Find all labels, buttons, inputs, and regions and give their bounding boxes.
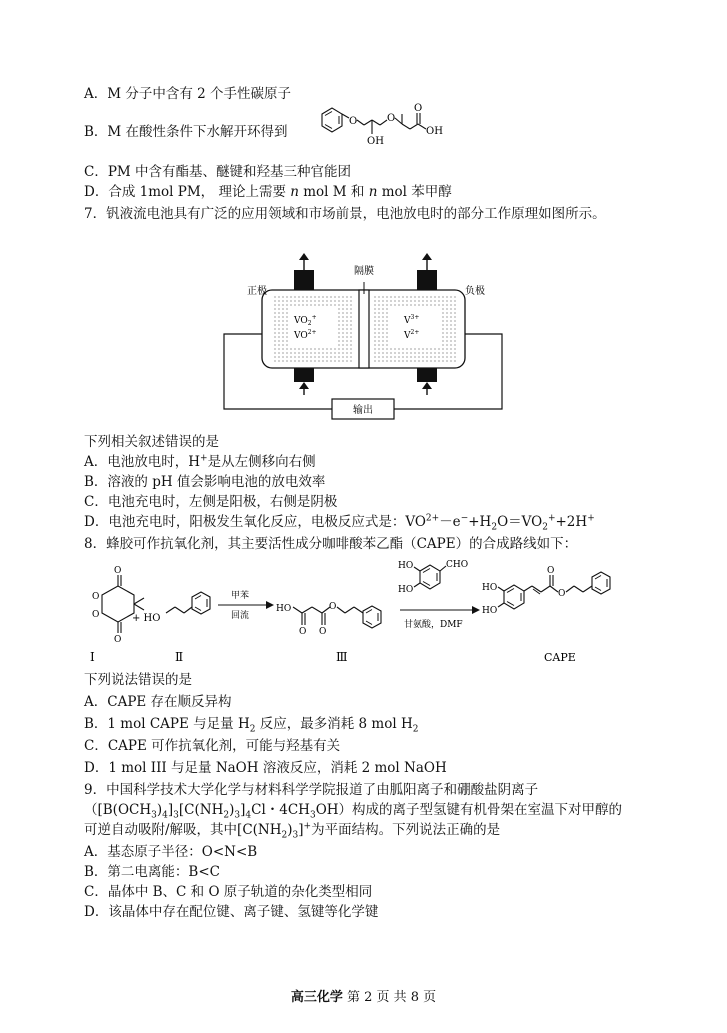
compound-3-structure bbox=[276, 602, 381, 637]
q9-option-c: C．晶体中 B、C 和 O 原子轨道的杂化类型相同 bbox=[84, 884, 373, 900]
q9-stem-line-2: （$[B(OCH_3)_4]_3[C(NH_2)_3]_4Cl$・$4CH_3OH$）构成的离子型氢键有机骨架在室温下对甲醇的 bbox=[84, 802, 623, 821]
footer-subject: 高三化学 bbox=[290, 990, 343, 1005]
svg-text:O: O bbox=[387, 113, 396, 124]
svg-text:CHO: CHO bbox=[446, 560, 469, 570]
q6-option-a: A．M 分子中含有 2 个手性碳原子 bbox=[84, 86, 292, 102]
svg-text:O: O bbox=[547, 566, 555, 576]
vanadium-battery-diagram bbox=[222, 252, 504, 420]
svg-text:O: O bbox=[92, 610, 100, 620]
svg-text:OH: OH bbox=[367, 136, 384, 147]
compound-1-structure bbox=[92, 566, 144, 645]
q8-prompt: 下列说法错误的是 bbox=[84, 672, 192, 688]
compound-2-structure bbox=[166, 592, 210, 614]
dihydroxybenzaldehyde-structure bbox=[398, 560, 468, 595]
svg-text:O: O bbox=[114, 566, 122, 576]
q6-hydrolysis-product-structure bbox=[312, 100, 472, 158]
svg-text:OH: OH bbox=[426, 126, 443, 137]
footer-page-number: 第 2 页 共 8 页 bbox=[342, 990, 437, 1005]
svg-text:HO: HO bbox=[482, 583, 498, 593]
q9-option-a: A．基态原子半径：O<N<B bbox=[84, 844, 258, 860]
q8-option-b: B．1 mol CAPE 与足量 $H_2$ 反应，最多消耗 8 mol $H_2$ bbox=[84, 716, 419, 735]
q9-stem-line-3: 可逆自动吸附/解吸，其中$[C(NH_2)_3]^+$为平面结构。下列说法正确的是 bbox=[84, 821, 501, 841]
svg-text:O: O bbox=[329, 602, 337, 612]
svg-text:隔膜: 隔膜 bbox=[354, 266, 374, 277]
svg-text:O: O bbox=[414, 103, 423, 114]
svg-text:甘氨酸，DMF: 甘氨酸，DMF bbox=[404, 620, 463, 630]
q6-option-d: D．合成 1mol PM， 理论上需要 n mol M 和 n mol 苯甲醇 bbox=[84, 184, 452, 200]
svg-text:CAPE: CAPE bbox=[544, 651, 576, 664]
q8-option-d: D．1 mol III 与足量 NaOH 溶液反应，消耗 2 mol NaOH bbox=[84, 760, 447, 776]
svg-text:V3+: $V^{3+}$ bbox=[404, 314, 420, 326]
q9-option-d: D．该晶体中存在配位键、离子键、氢键等化学键 bbox=[84, 904, 379, 920]
svg-text:VO2+: $VO^{2+}$ bbox=[294, 329, 317, 341]
svg-text:Ⅰ: Ⅰ bbox=[90, 650, 95, 664]
svg-text:HO: HO bbox=[398, 561, 414, 571]
q9-option-b: B．第二电离能：B<C bbox=[84, 864, 220, 880]
svg-text:O: O bbox=[114, 635, 122, 645]
svg-text:Ⅲ: Ⅲ bbox=[336, 650, 348, 664]
q7-option-b: B．溶液的 pH 值会影响电池的放电效率 bbox=[84, 474, 326, 490]
svg-text:HO: HO bbox=[482, 606, 498, 616]
membrane bbox=[359, 290, 369, 368]
q7-option-d: D．电池充电时，阳极发生氧化反应，电极反应式是：$VO^{2+}-e^-+H_2O=VO_2^++2H^+$ bbox=[84, 513, 595, 533]
svg-text:V2+: $V^{2+}$ bbox=[404, 329, 420, 341]
svg-text:HO: HO bbox=[276, 604, 292, 614]
svg-text:负极: 负极 bbox=[465, 286, 485, 297]
q6-option-c: C．PM 中含有酯基、醚键和羟基三种官能团 bbox=[84, 164, 352, 180]
q7-prompt: 下列相关叙述错误的是 bbox=[84, 434, 219, 450]
q9-stem-line-1: 9．中国科学技术大学化学与材料科学学院报道了由胍阳离子和硼酸盐阴离子 bbox=[84, 782, 539, 798]
svg-text:+ HO: + HO bbox=[132, 613, 161, 624]
cape-structure bbox=[482, 566, 610, 616]
svg-text:甲苯: 甲苯 bbox=[231, 591, 250, 601]
q6-option-b: B．M 在酸性条件下水解开环得到 bbox=[84, 124, 288, 140]
q7-option-a: A．电池放电时，H+是从左侧移向右侧 bbox=[84, 453, 316, 470]
svg-text:O: O bbox=[299, 627, 307, 637]
page-footer bbox=[0, 986, 727, 1005]
svg-text:正极: 正极 bbox=[247, 286, 267, 297]
svg-text:O: O bbox=[349, 116, 358, 127]
q8-option-a: A．CAPE 存在顺反异构 bbox=[84, 694, 232, 710]
svg-text:回流: 回流 bbox=[231, 611, 250, 621]
svg-text:O: O bbox=[92, 592, 100, 602]
q7-option-c: C．电池充电时，左侧是阳极，右侧是阴极 bbox=[84, 494, 338, 510]
q7-stem: 7．钒液流电池具有广泛的应用领域和市场前景，电池放电时的部分工作原理如图所示。 bbox=[84, 206, 606, 222]
svg-text:O: O bbox=[319, 627, 327, 637]
cape-synthesis-scheme bbox=[80, 555, 650, 667]
svg-text:O: O bbox=[558, 589, 566, 599]
svg-text:输出: 输出 bbox=[353, 405, 373, 416]
svg-text:HO: HO bbox=[398, 585, 414, 595]
svg-text:VO2+: $VO_2^+$ bbox=[294, 314, 317, 327]
svg-text:Ⅱ: Ⅱ bbox=[175, 650, 184, 664]
q8-stem: 8．蜂胶可作抗氧化剂，其主要活性成分咖啡酸苯乙酯（CAPE）的合成路线如下： bbox=[84, 536, 578, 552]
q8-option-c: C．CAPE 可作抗氧化剂，可能与羟基有关 bbox=[84, 738, 341, 754]
